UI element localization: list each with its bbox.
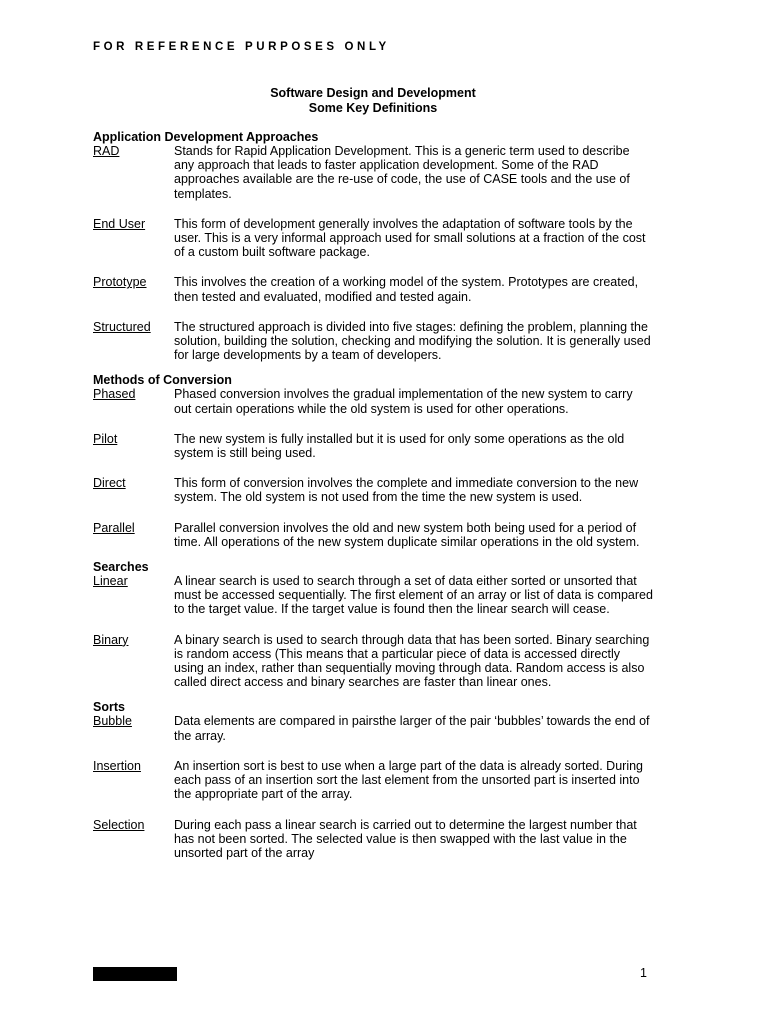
term: Parallel [93,520,135,535]
term: Direct [93,476,126,491]
definition-row [93,217,653,260]
definition-row [93,144,653,201]
definition: A binary search is used to search through data that has been sorted. Binary searching is random access (This means that a particular piece of data is accessed directly using an index, rather than sequentially moving through data. Random access is also called direct access and binary searches are faster than linear ones. [174,632,650,690]
term: Binary [93,632,129,647]
term: Prototype [93,275,147,290]
section-sorts [93,700,653,860]
definition-row [93,521,653,549]
definition-row [93,574,653,617]
definition-row [93,818,653,861]
section-title: Methods of Conversion [93,373,232,388]
definition-row [93,714,653,742]
term: Linear [93,574,128,589]
definition: Phased conversion involves the gradual implementation of the new system to carry out certain operations while the old system is used for other operations. [174,387,633,416]
term: Phased [93,387,136,402]
definition-row [93,432,653,460]
definition-row [93,759,653,802]
title-line-2: Some Key Definitions [308,101,438,115]
definition: Data elements are compared in pairsthe larger of the pair ‘bubbles’ towards the end of the array. [174,714,650,743]
section-title: Searches [93,560,149,575]
term: Bubble [93,714,132,729]
footer-redaction-bar [93,967,177,981]
definitions-body [93,130,653,860]
definition-row [93,275,653,303]
section-title: Sorts [93,700,125,715]
definition: Parallel conversion involves the old and new system both being used for a period of time. All operations of the new system duplicate similar operations in the old system. [174,520,640,549]
term: Structured [93,319,151,334]
definition: During each pass a linear search is carried out to determine the largest number that has not been sorted. The selected value is then swapped with the last value in the unsorted part of the array [174,817,637,860]
page-number: 1 [640,966,647,980]
term: End User [93,216,146,231]
definition: This form of development generally involves the adaptation of software tools by the user. This is a very informal approach used for small solutions at a fraction of the cost of a custom built software package. [174,216,646,260]
definition: The structured approach is divided into five stages: defining the problem, planning the solution, building the solution, checking and modifying the solution. It is generally used for large developments by a team of developers. [174,319,651,363]
page-header: FOR REFERENCE PURPOSES ONLY [93,41,390,53]
definition: This form of conversion involves the complete and immediate conversion to the new system. The old system is not used from the time the new system is used. [174,476,639,505]
title-line-1: Software Design and Development [270,86,476,100]
definition: A linear search is used to search through a set of data either sorted or unsorted that must be accessed sequentially. The first element of an array or list of data is compared to the target value. If the target value is found then the linear search will cease. [174,574,653,617]
definition-row [93,387,653,415]
term: Insertion [93,758,141,773]
term: Selection [93,817,145,832]
definition: The new system is fully installed but it is used for only some operations as the old system is still being used. [174,431,625,461]
document-title [0,86,746,116]
definition-row [93,320,653,363]
section-title: Application Development Approaches [93,130,319,144]
definition: Stands for Rapid Application Development. This is a generic term used to describe any approach that leads to faster application development. Some of the RAD approaches available are the re-use of code, the use of CASE tools and the use of templates. [174,144,630,201]
definition-row [93,476,653,504]
definition-row [93,633,653,690]
definition: An insertion sort is best to use when a large part of the data is already sorted. During each pass of an insertion sort the last element from the unsorted part is inserted into the appropriate part of the array. [174,758,644,802]
section-conversion-methods [93,373,653,549]
term: RAD [93,144,120,158]
term: Pilot [93,431,118,446]
section-development-approaches [93,130,653,362]
definition: This involves the creation of a working model of the system. Prototypes are created, then tested and evaluated, modified and tested again. [174,275,639,304]
section-searches [93,560,653,689]
